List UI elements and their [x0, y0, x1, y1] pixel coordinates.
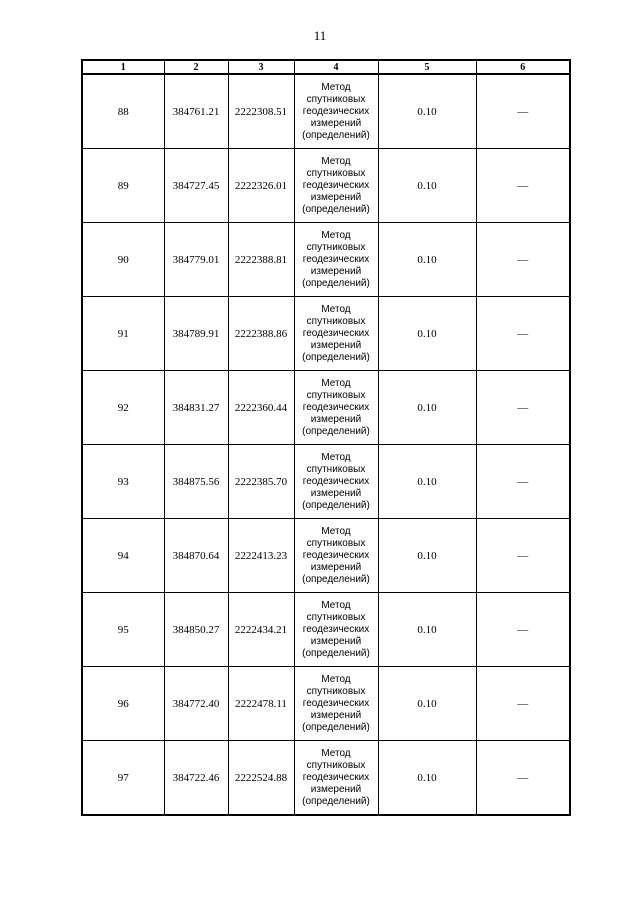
- method-cell: [294, 223, 378, 297]
- method-text-line: спутниковых: [306, 315, 366, 327]
- method-text-line: измерений: [310, 561, 362, 573]
- method-text-line: геодезических: [302, 105, 370, 117]
- method-text-line: геодезических: [302, 771, 370, 783]
- method-text-line: (определений): [302, 573, 370, 585]
- column-header-3: 3: [228, 60, 294, 74]
- column-header-5: 5: [378, 60, 476, 74]
- table-row: [82, 74, 570, 149]
- table-row: [82, 371, 570, 445]
- method-cell: [294, 149, 378, 223]
- note-cell: —: [476, 445, 570, 519]
- method-text-line: спутниковых: [306, 537, 366, 549]
- method-text-line: спутниковых: [306, 463, 366, 475]
- table-row: [82, 445, 570, 519]
- table-row: [82, 519, 570, 593]
- x-coordinate-cell: 384761.21: [164, 74, 228, 149]
- method-text-line: (определений): [302, 129, 370, 141]
- method-text-line: Метод: [321, 599, 351, 611]
- method-text-line: геодезических: [302, 327, 370, 339]
- note-cell: —: [476, 74, 570, 149]
- method-text-line: спутниковых: [306, 167, 366, 179]
- method-text-line: Метод: [321, 81, 351, 93]
- x-coordinate-cell: 384870.64: [164, 519, 228, 593]
- x-coordinate-cell: 384727.45: [164, 149, 228, 223]
- accuracy-cell: 0.10: [378, 593, 476, 667]
- x-coordinate-cell: 384850.27: [164, 593, 228, 667]
- method-text-line: (определений): [302, 425, 370, 437]
- table-row: [82, 297, 570, 371]
- y-coordinate-cell: 2222326.01: [228, 149, 294, 223]
- method-cell: [294, 741, 378, 816]
- method-text-line: Метод: [321, 303, 351, 315]
- accuracy-cell: 0.10: [378, 371, 476, 445]
- note-cell: —: [476, 741, 570, 816]
- method-text-line: измерений: [310, 413, 362, 425]
- method-text-line: спутниковых: [306, 611, 366, 623]
- point-number-cell: 95: [82, 593, 164, 667]
- method-text-line: измерений: [310, 117, 362, 129]
- method-text-line: геодезических: [302, 623, 370, 635]
- method-text-line: Метод: [321, 229, 351, 241]
- method-text-line: спутниковых: [306, 759, 366, 771]
- y-coordinate-cell: 2222524.88: [228, 741, 294, 816]
- method-text-line: (определений): [302, 499, 370, 511]
- accuracy-cell: 0.10: [378, 297, 476, 371]
- method-text-line: спутниковых: [306, 685, 366, 697]
- method-cell: [294, 74, 378, 149]
- method-text-line: геодезических: [302, 697, 370, 709]
- method-text-line: (определений): [302, 721, 370, 733]
- method-text-line: спутниковых: [306, 241, 366, 253]
- x-coordinate-cell: 384722.46: [164, 741, 228, 816]
- y-coordinate-cell: 2222434.21: [228, 593, 294, 667]
- method-text-line: (определений): [302, 277, 370, 289]
- accuracy-cell: 0.10: [378, 667, 476, 741]
- table-row: [82, 667, 570, 741]
- method-cell: [294, 593, 378, 667]
- x-coordinate-cell: 384831.27: [164, 371, 228, 445]
- method-text-line: (определений): [302, 351, 370, 363]
- method-text-line: (определений): [302, 203, 370, 215]
- point-number-cell: 97: [82, 741, 164, 816]
- method-text-line: измерений: [310, 265, 362, 277]
- page-number: 11: [313, 28, 327, 43]
- column-header-4: 4: [294, 60, 378, 74]
- method-text-line: (определений): [302, 795, 370, 807]
- accuracy-cell: 0.10: [378, 741, 476, 816]
- method-text-line: спутниковых: [306, 93, 366, 105]
- x-coordinate-cell: 384772.40: [164, 667, 228, 741]
- x-coordinate-cell: 384779.01: [164, 223, 228, 297]
- method-cell: [294, 445, 378, 519]
- y-coordinate-cell: 2222413.23: [228, 519, 294, 593]
- method-text-line: измерений: [310, 709, 362, 721]
- note-cell: —: [476, 667, 570, 741]
- accuracy-cell: 0.10: [378, 149, 476, 223]
- method-text-line: геодезических: [302, 401, 370, 413]
- method-text-line: (определений): [302, 647, 370, 659]
- method-cell: [294, 297, 378, 371]
- accuracy-cell: 0.10: [378, 223, 476, 297]
- note-cell: —: [476, 297, 570, 371]
- y-coordinate-cell: 2222308.51: [228, 74, 294, 149]
- method-text-line: измерений: [310, 487, 362, 499]
- column-header-2: 2: [164, 60, 228, 74]
- method-cell: [294, 371, 378, 445]
- method-text-line: Метод: [321, 673, 351, 685]
- note-cell: —: [476, 519, 570, 593]
- point-number-cell: 91: [82, 297, 164, 371]
- method-text-line: геодезических: [302, 253, 370, 265]
- x-coordinate-cell: 384875.56: [164, 445, 228, 519]
- method-text-line: спутниковых: [306, 389, 366, 401]
- method-cell: [294, 519, 378, 593]
- table-body: [82, 74, 570, 815]
- table-row: [82, 741, 570, 816]
- note-cell: —: [476, 223, 570, 297]
- note-cell: —: [476, 149, 570, 223]
- table-header-row: [82, 60, 570, 74]
- note-cell: —: [476, 593, 570, 667]
- point-number-cell: 93: [82, 445, 164, 519]
- coordinates-table: [81, 59, 571, 816]
- y-coordinate-cell: 2222478.11: [228, 667, 294, 741]
- y-coordinate-cell: 2222388.86: [228, 297, 294, 371]
- column-header-1: 1: [82, 60, 164, 74]
- accuracy-cell: 0.10: [378, 74, 476, 149]
- table-row: [82, 223, 570, 297]
- method-text-line: Метод: [321, 155, 351, 167]
- y-coordinate-cell: 2222385.70: [228, 445, 294, 519]
- note-cell: —: [476, 371, 570, 445]
- method-text-line: Метод: [321, 747, 351, 759]
- method-text-line: геодезических: [302, 475, 370, 487]
- point-number-cell: 90: [82, 223, 164, 297]
- point-number-cell: 89: [82, 149, 164, 223]
- method-text-line: измерений: [310, 635, 362, 647]
- table-row: [82, 593, 570, 667]
- method-text-line: Метод: [321, 525, 351, 537]
- method-text-line: геодезических: [302, 179, 370, 191]
- method-text-line: измерений: [310, 783, 362, 795]
- method-text-line: геодезических: [302, 549, 370, 561]
- method-text-line: Метод: [321, 451, 351, 463]
- method-text-line: измерений: [310, 191, 362, 203]
- method-text-line: измерений: [310, 339, 362, 351]
- accuracy-cell: 0.10: [378, 445, 476, 519]
- method-text-line: Метод: [321, 377, 351, 389]
- table-row: [82, 149, 570, 223]
- method-cell: [294, 667, 378, 741]
- point-number-cell: 88: [82, 74, 164, 149]
- accuracy-cell: 0.10: [378, 519, 476, 593]
- x-coordinate-cell: 384789.91: [164, 297, 228, 371]
- point-number-cell: 92: [82, 371, 164, 445]
- column-header-6: 6: [476, 60, 570, 74]
- point-number-cell: 94: [82, 519, 164, 593]
- point-number-cell: 96: [82, 667, 164, 741]
- y-coordinate-cell: 2222388.81: [228, 223, 294, 297]
- y-coordinate-cell: 2222360.44: [228, 371, 294, 445]
